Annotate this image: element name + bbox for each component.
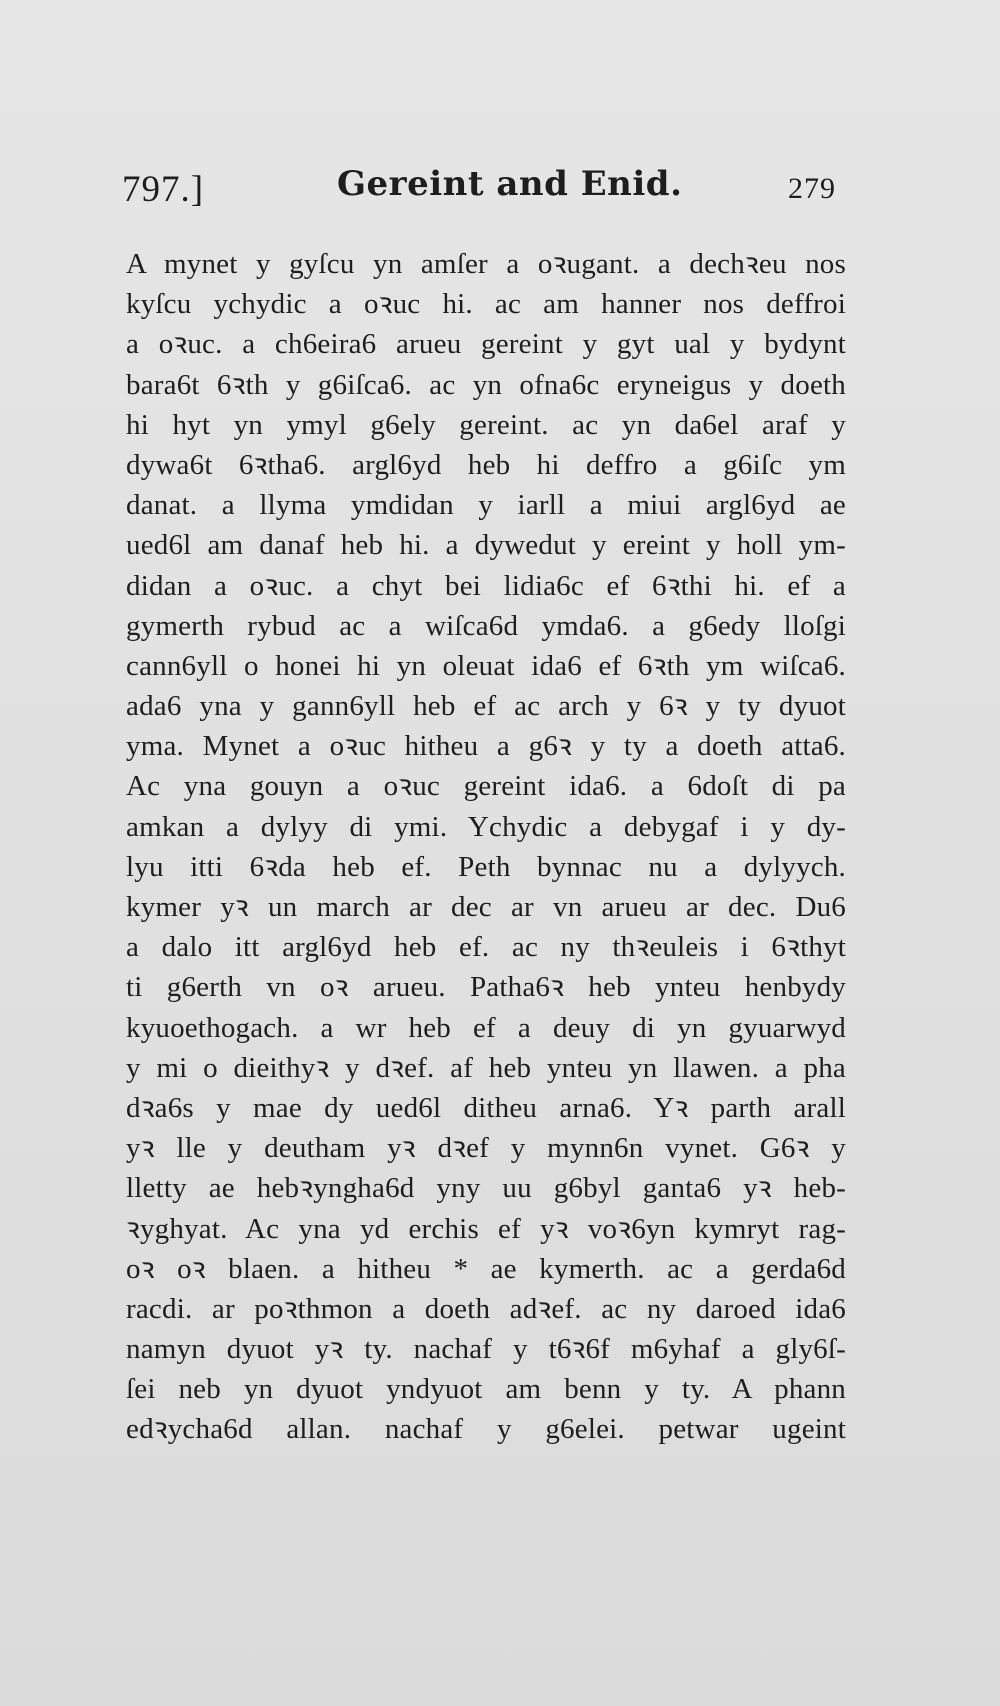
text-line: dywa6t 6ꝛtha6. argl6yd heb hi deffro a g6iſc ym xyxy=(126,448,846,481)
text-line: A mynet y gyſcu yn amſer a oꝛugant. a dechꝛeu nos xyxy=(126,248,846,280)
text-line: didan a oꝛuc. a chyt bei lidia6c ef 6ꝛthi hi. ef a xyxy=(126,569,846,602)
text-line: oꝛ oꝛ blaen. a hitheu * ae kymerth. ac a gerda6d xyxy=(126,1252,846,1285)
text-line: ued6l am danaf heb hi. a dywedut y ereint y holl ym- xyxy=(126,529,846,562)
text-line: yꝛ lle y deutham yꝛ dꝛef y mynn6n vynet. G6ꝛ y xyxy=(126,1132,846,1165)
text-line: amkan a dylyy di ymi. Ychydic a debygaf i y dy- xyxy=(126,810,846,843)
text-line: Ac yna gouyn a oꝛuc gereint ida6. a 6doſt di pa xyxy=(126,770,846,803)
text-line: cann6yll o honei hi yn oleuat ida6 ef 6ꝛth ym wiſca6. xyxy=(126,649,846,682)
text-line: lletty ae hebꝛyngha6d yny uu g6byl ganta6 yꝛ heb- xyxy=(126,1172,846,1205)
text-line: lyu itti 6ꝛda heb ef. Peth bynnac nu a dylyych. xyxy=(126,850,846,883)
text-line: dꝛa6s y mae dy ued6l ditheu arna6. Yꝛ parth arall xyxy=(126,1091,846,1124)
text-line: ſei neb yn dyuot yndyuot am benn y ty. A phann xyxy=(126,1373,846,1406)
body-text xyxy=(126,244,846,1450)
text-line: kyſcu ychydic a oꝛuc hi. ac am hanner nos deffroi xyxy=(126,288,846,321)
text-line: racdi. ar poꝛthmon a doeth adꝛef. ac ny daroed ida6 xyxy=(126,1292,846,1325)
running-header xyxy=(122,164,848,218)
text-line: edꝛycha6d allan. nachaf y g6elei. petwar ugeint xyxy=(126,1413,846,1446)
text-line: ti g6erth vn oꝛ arueu. Patha6ꝛ heb ynteu henbydy xyxy=(126,971,846,1004)
text-line: a dalo itt argl6yd heb ef. ac ny thꝛeuleis i 6ꝛthyt xyxy=(126,931,846,964)
text-line: bara6t 6ꝛth y g6iſca6. ac yn ofna6c eryneigus y doeth xyxy=(126,368,846,401)
text-line: kyuoethogach. a wr heb ef a deuy di yn gyuarwyd xyxy=(126,1011,846,1044)
text-line: namyn dyuot yꝛ ty. nachaf y t6ꝛ6f m6yhaf a gly6ſ- xyxy=(126,1333,846,1366)
text-line: ꝛyghyat. Ac yna yd erchis ef yꝛ voꝛ6yn kymryt rag- xyxy=(126,1212,846,1245)
folio-reference: 797.] xyxy=(122,169,205,210)
text-line: danat. a llyma ymdidan y iarll a miui argl6yd ae xyxy=(126,489,846,522)
text-line: ada6 yna y gann6yll heb ef ac arch y 6ꝛ y ty dyuot xyxy=(126,690,846,723)
text-line: y mi o dieithyꝛ y dꝛef. af heb ynteu yn llawen. a pha xyxy=(126,1051,846,1084)
text-line: hi hyt yn ymyl g6ely gereint. ac yn da6el araf y xyxy=(126,408,846,441)
text-line: gymerth rybud ac a wiſca6d ymda6. a g6edy lloſgi xyxy=(126,609,846,642)
page-number: 279 xyxy=(788,172,836,205)
text-line: kymer yꝛ un march ar dec ar vn arueu ar dec. Du6 xyxy=(126,891,846,923)
text-line: yma. Mynet a oꝛuc hitheu a g6ꝛ y ty a doeth atta6. xyxy=(126,730,846,763)
text-line: a oꝛuc. a ch6eira6 arueu gereint y gyt ual y bydynt xyxy=(126,328,846,361)
running-title: Gereint and Enid. xyxy=(337,164,683,204)
